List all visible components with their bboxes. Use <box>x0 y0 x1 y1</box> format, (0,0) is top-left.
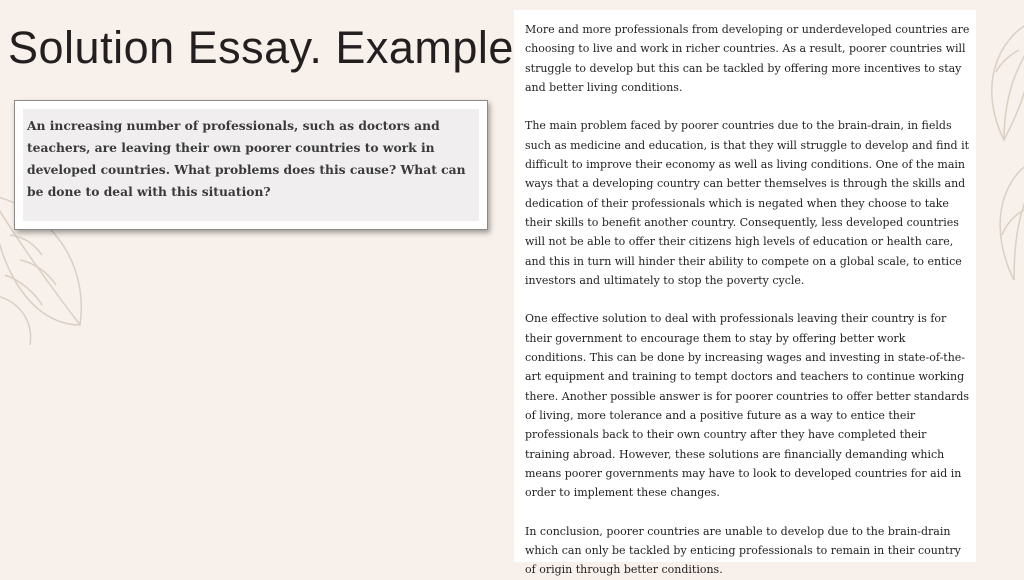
task-prompt-text: An increasing number of professionals, such as doctors and teachers, are leaving their own poorer countries to work in developed countries. What problems does this cause? What can be done to deal with this situation? <box>27 118 466 199</box>
slide-title: Solution Essay. Example <box>8 22 514 73</box>
essay-paragraph-problem: The main problem faced by poorer countries due to the brain-drain, in fields such as medicine and education, is that they will struggle to develop and find it difficult to improve their economy as well as living conditions. One of the main ways that a developing country can better themselves is through the skills and dedication of their professionals which is negated when they choose to take their skills to benefit another country. Consequently, less developed countries will not be able to offer their citizens high levels of education or health care, and this in turn will hinder their ability to compete on a global scale, to entice investors and ultimately to stop the poverty cycle. <box>525 119 970 287</box>
essay-paragraph-introduction: More and more professionals from developing or underdeveloped countries are choosing to live and work in richer countries. As a result, poorer countries will struggle to develop but this can be tackled by offering more incentives to stay and better living conditions. <box>525 23 970 94</box>
essay-text <box>525 20 970 580</box>
task-prompt-box <box>14 100 488 230</box>
leaf-decoration-right <box>974 10 1024 310</box>
essay-paragraph-solution: One effective solution to deal with professionals leaving their country is for their government to encourage them to stay by offering better work conditions. This can be done by increasing wages and investing in state-of-the-art equipment and training to tempt doctors and teachers to continue working there. Another possible answer is for poorer countries to offer better standards of living, more tolerance and a positive future as a way to entice their professionals back to their own country after they have completed their training abroad. However, these solutions are financially demanding which means poorer governments may have to look to developed countries for aid in order to implement these changes. <box>525 312 970 500</box>
essay-panel <box>514 10 976 577</box>
essay-paragraph-conclusion: In conclusion, poorer countries are unable to develop due to the brain-drain which can only be tackled by enticing professionals to remain in their country of origin through better conditions. <box>525 524 961 577</box>
